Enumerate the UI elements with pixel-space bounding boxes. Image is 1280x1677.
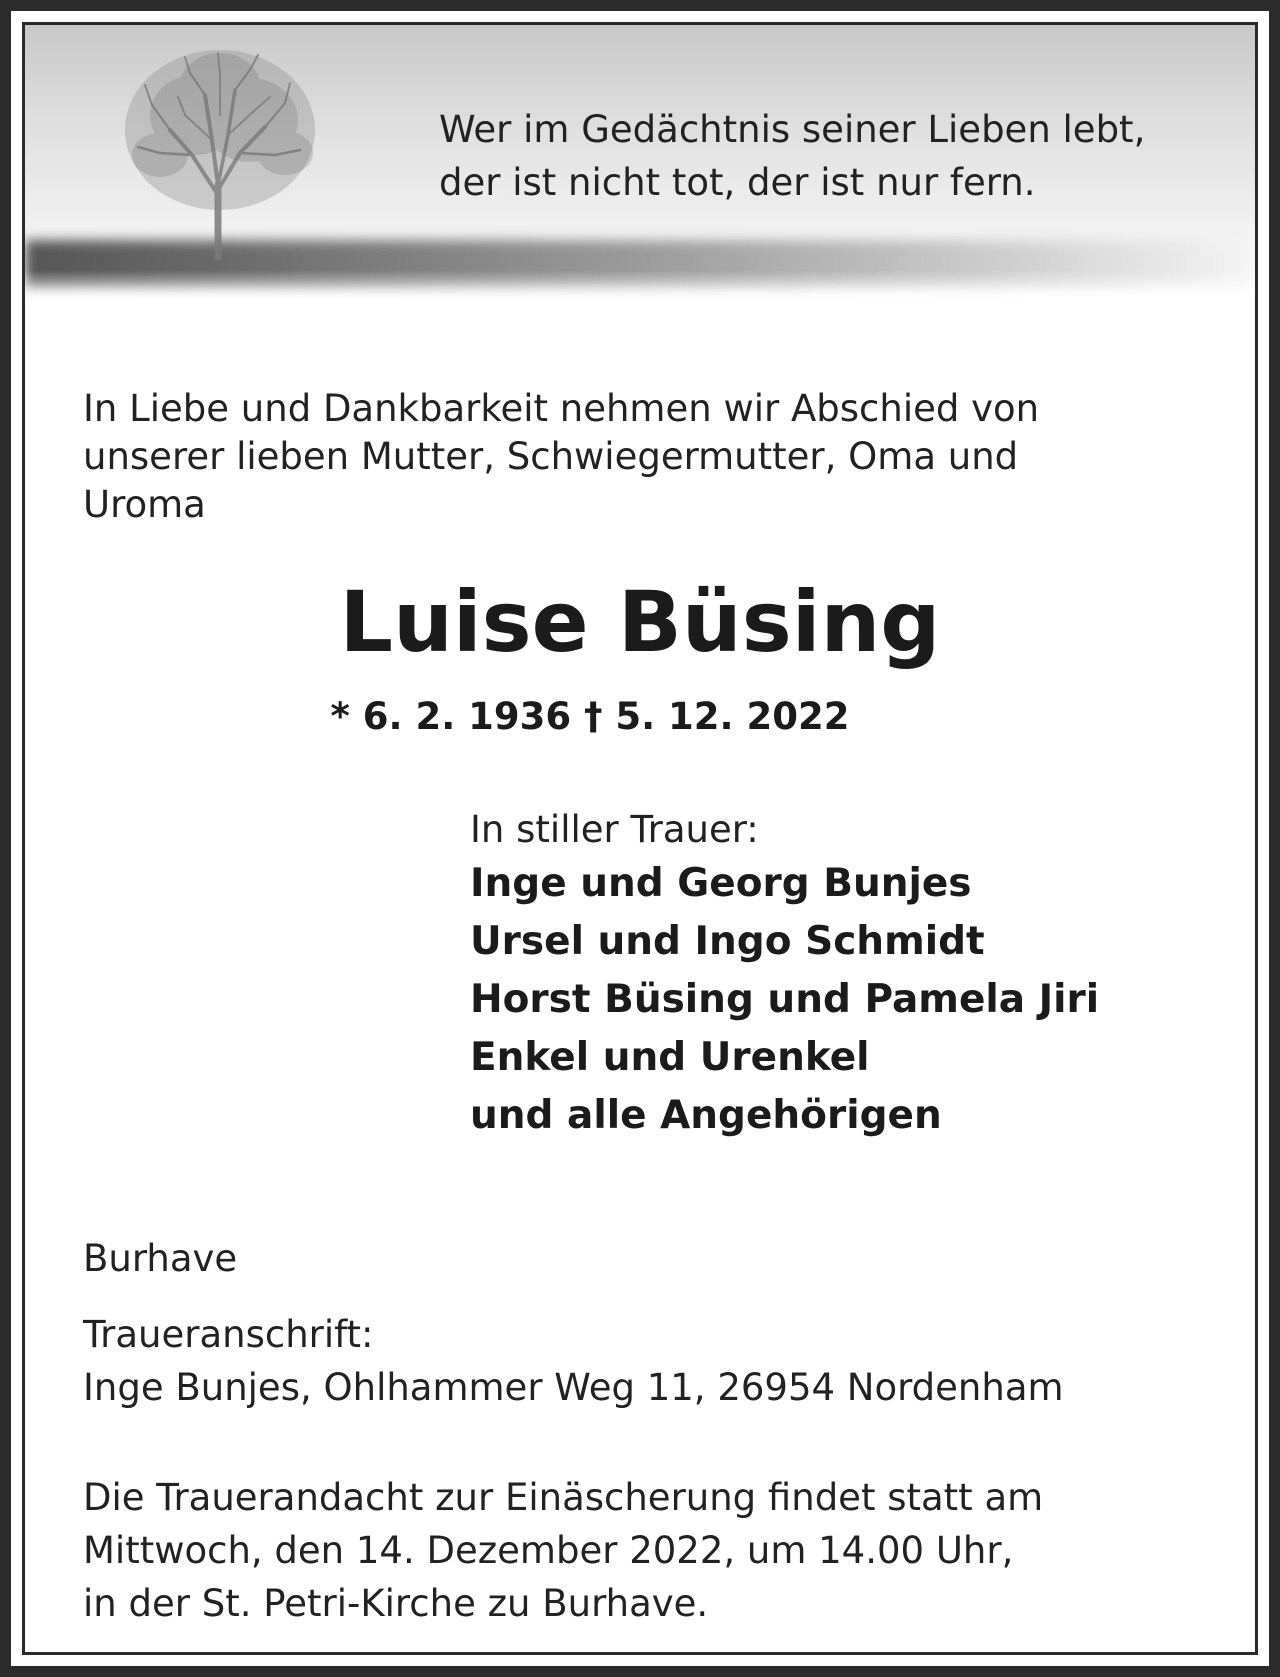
life-dates: * 6. 2. 1936 † 5. 12. 2022 — [330, 695, 850, 738]
obituary-notice — [22, 22, 1258, 1655]
motto-line: Wer im Gedächtnis seiner Lieben lebt, — [439, 108, 1146, 151]
address-label: Traueranschrift: — [83, 1313, 374, 1356]
mourners-label: In stiller Trauer: — [470, 808, 759, 851]
mourner-name: Ursel und Ingo Schmidt — [470, 919, 985, 964]
motto-quote — [439, 103, 1239, 209]
deceased-name: Luise Büsing — [339, 573, 941, 671]
motto-line: der ist nicht tot, der ist nur fern. — [439, 161, 1036, 204]
service-info — [83, 1471, 1213, 1630]
header-banner — [25, 25, 1255, 300]
service-line: Die Trauerandacht zur Einäscherung findet statt am — [83, 1476, 1044, 1519]
service-line: in der St. Petri-Kirche zu Burhave. — [83, 1582, 709, 1625]
service-line: Mittwoch, den 14. Dezember 2022, um 14.00 Uhr, — [83, 1529, 1014, 1572]
mourner-name: Horst Büsing und Pamela Jiri — [470, 977, 1100, 1022]
mourner-name: Enkel und Urenkel — [470, 1035, 870, 1080]
mourner-name: und alle Angehörigen — [470, 1093, 942, 1138]
tree-icon — [100, 35, 340, 275]
intro-line: Uroma — [83, 483, 206, 526]
intro-text — [83, 385, 1213, 529]
address-line: Inge Bunjes, Ohlhammer Weg 11, 26954 Nordenham — [83, 1366, 1064, 1409]
mourning-address — [83, 1308, 1213, 1414]
mourners-list — [470, 805, 1230, 1145]
intro-line: unserer lieben Mutter, Schwiegermutter, Oma und — [83, 435, 1019, 478]
mourner-name: Inge und Georg Bunjes — [470, 861, 972, 906]
intro-line: In Liebe und Dankbarkeit nehmen wir Abschied von — [83, 387, 1040, 430]
place-name: Burhave — [83, 1237, 238, 1280]
